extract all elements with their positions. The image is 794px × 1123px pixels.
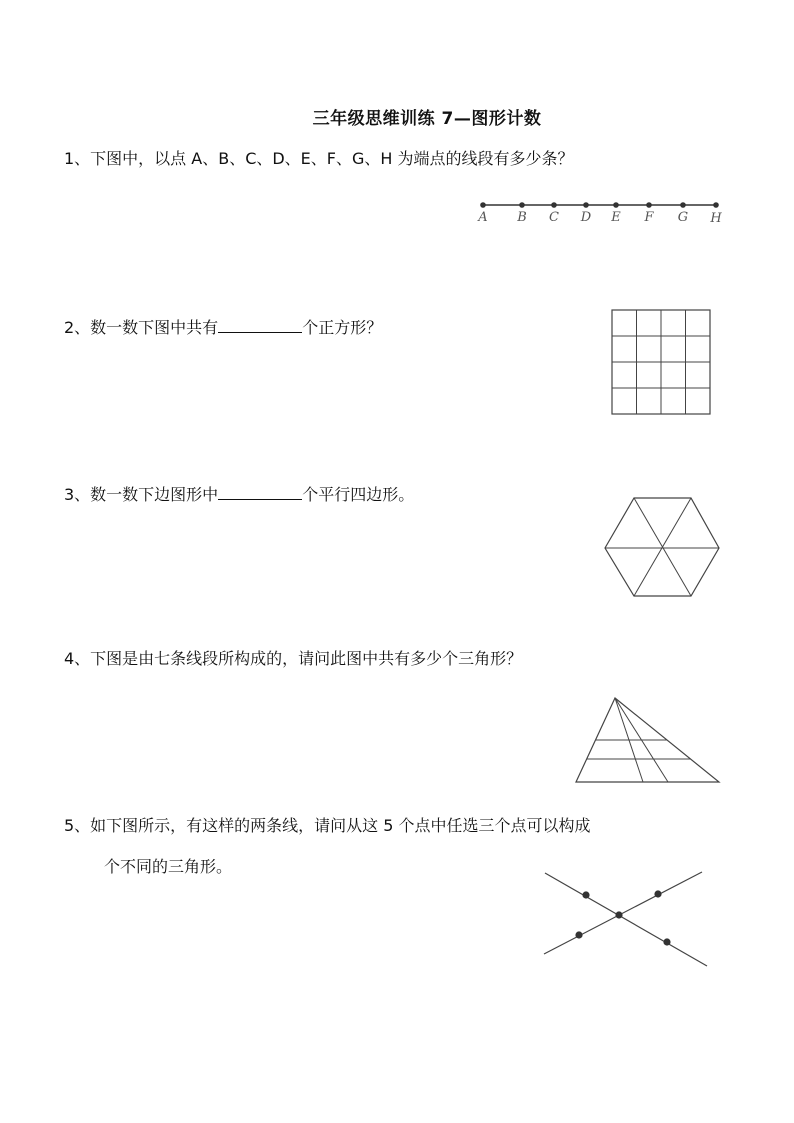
- question-1-text: 1、下图中，以点 A、B、C、D、E、F、G、H 为端点的线段有多少条？: [64, 149, 574, 168]
- answer-blank-3[interactable]: [218, 482, 302, 500]
- point-h: [713, 202, 719, 208]
- intersecting-lines-figure: [540, 868, 710, 968]
- question-5-line2: 个不同的三角形。: [104, 857, 233, 876]
- question-2-suffix: 个正方形？: [302, 318, 383, 337]
- point-label-f: F: [644, 210, 654, 225]
- line-segment-figure: [470, 190, 730, 230]
- worksheet-title: 三年级思维训练 7—图形计数: [312, 109, 542, 129]
- triangle-figure: [573, 696, 723, 786]
- point-g: [680, 202, 686, 208]
- point-label-b: B: [517, 210, 527, 225]
- point-label-c: C: [549, 210, 559, 225]
- question-3-suffix: 个平行四边形。: [302, 485, 415, 504]
- answer-blank-2[interactable]: [218, 315, 302, 333]
- point-label-a: A: [478, 210, 488, 225]
- point-label-h: H: [710, 211, 722, 226]
- question-3-prefix: 3、数一数下边图形中: [64, 485, 219, 504]
- point-e: [613, 202, 619, 208]
- point-c: [551, 202, 557, 208]
- question-2-text: [64, 315, 382, 339]
- question-4-text: 4、下图是由七条线段所构成的，请问此图中共有多少个三角形？: [64, 649, 523, 668]
- hexagon-figure: [602, 496, 726, 600]
- point-label-e: E: [611, 210, 621, 225]
- point-label-d: D: [580, 210, 592, 225]
- point-d: [583, 202, 589, 208]
- question-2-prefix: 2、数一数下图中共有: [64, 318, 219, 337]
- question-3-text: [64, 482, 414, 506]
- point-b: [519, 202, 525, 208]
- question-5-line1: 5、如下图所示，有这样的两条线，请问从这 5 个点中任选三个点可以构成: [64, 816, 591, 835]
- point-a: [480, 202, 486, 208]
- point-f: [646, 202, 652, 208]
- point-label-g: G: [677, 210, 689, 225]
- square-grid-figure: [610, 308, 714, 414]
